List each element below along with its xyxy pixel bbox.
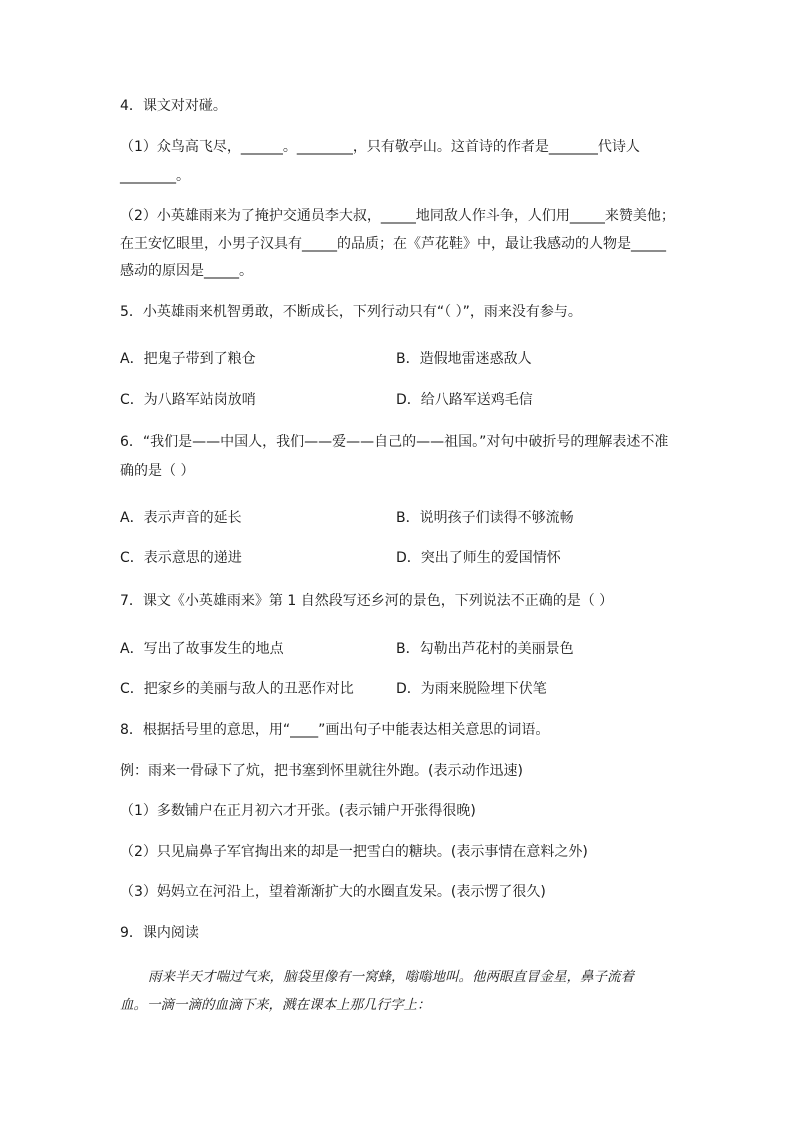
q7-question: 7．课文《小英雄雨来》第 1 自然段写还乡河的景色，下列说法不正确的是（ ） xyxy=(120,593,614,609)
q8-item-3: （3）妈妈立在河沿上，望着渐渐扩大的水圈直发呆。(表示愣了很久) xyxy=(120,884,546,900)
q6-option-b: B．说明孩子们读得不够流畅 xyxy=(396,510,574,526)
q9-title: 9．课内阅读 xyxy=(120,925,199,941)
q7-option-c: C．把家乡的美丽与敌人的丑恶作对比 xyxy=(120,681,354,697)
q8-item-2: （2）只见扁鼻子军官掏出来的却是一把雪白的糖块。(表示事情在意料之外) xyxy=(120,844,588,860)
q5-option-d: D．给八路军送鸡毛信 xyxy=(396,392,533,408)
q6-option-a: A．表示声音的延长 xyxy=(120,510,242,526)
q9-passage-line2: 血。一滴一滴的血滴下来，溅在课本上那几行字上： xyxy=(120,997,431,1013)
q7-option-a: A．写出了故事发生的地点 xyxy=(120,641,284,657)
q4-part2-line3: 感动的原因是_____。 xyxy=(120,263,253,279)
q4-part1-line1: （1）众鸟高飞尽，______。________，只有敬亭山。这首诗的作者是_______代诗人 xyxy=(120,139,640,155)
q4-part2-line2: 在王安忆眼里，小男子汉具有_____的品质；在《芦花鞋》中，最让我感动的人物是_____ xyxy=(120,236,666,252)
q7-option-b: B．勾勒出芦花村的美丽景色 xyxy=(396,641,574,657)
q4-part2-line1: （2）小英雄雨来为了掩护交通员李大叔，_____地同敌人作斗争，人们用_____来赞美他； xyxy=(120,208,675,224)
q8-example: 例：雨来一骨碌下了炕，把书塞到怀里就往外跑。(表示动作迅速) xyxy=(120,763,523,779)
q4-title: 4．课文对对碰。 xyxy=(120,98,227,114)
q8-question: 8．根据括号里的意思，用“____”画出句子中能表达相关意思的词语。 xyxy=(120,722,550,738)
q5-option-b: B．造假地雷迷惑敌人 xyxy=(396,351,532,367)
q6-option-d: D．突出了师生的爱国情怀 xyxy=(396,550,561,566)
q6-question-line1: 6．“我们是——中国人，我们——爱——自己的——祖国。”对句中破折号的理解表述不准 xyxy=(120,434,669,450)
q8-item-1: （1）多数铺户在正月初六才开张。(表示铺户开张得很晚) xyxy=(120,803,476,819)
q5-option-a: A．把鬼子带到了粮仓 xyxy=(120,351,256,367)
q6-question-line2: 确的是（ ） xyxy=(120,463,195,479)
q4-part1-line2: ________。 xyxy=(120,168,190,184)
q5-option-c: C．为八路军站岗放哨 xyxy=(120,392,256,408)
q7-option-d: D．为雨来脱险埋下伏笔 xyxy=(396,681,547,697)
q6-option-c: C．表示意思的递进 xyxy=(120,550,242,566)
q5-question: 5．小英雄雨来机智勇敢，不断成长，下列行动只有“（ ）”，雨来没有参与。 xyxy=(120,304,582,320)
q9-passage-line1: 雨来半天才喘过气来，脑袋里像有一窝蜂，嗡嗡地叫。他两眼直冒金星，鼻子流着 xyxy=(148,969,634,985)
